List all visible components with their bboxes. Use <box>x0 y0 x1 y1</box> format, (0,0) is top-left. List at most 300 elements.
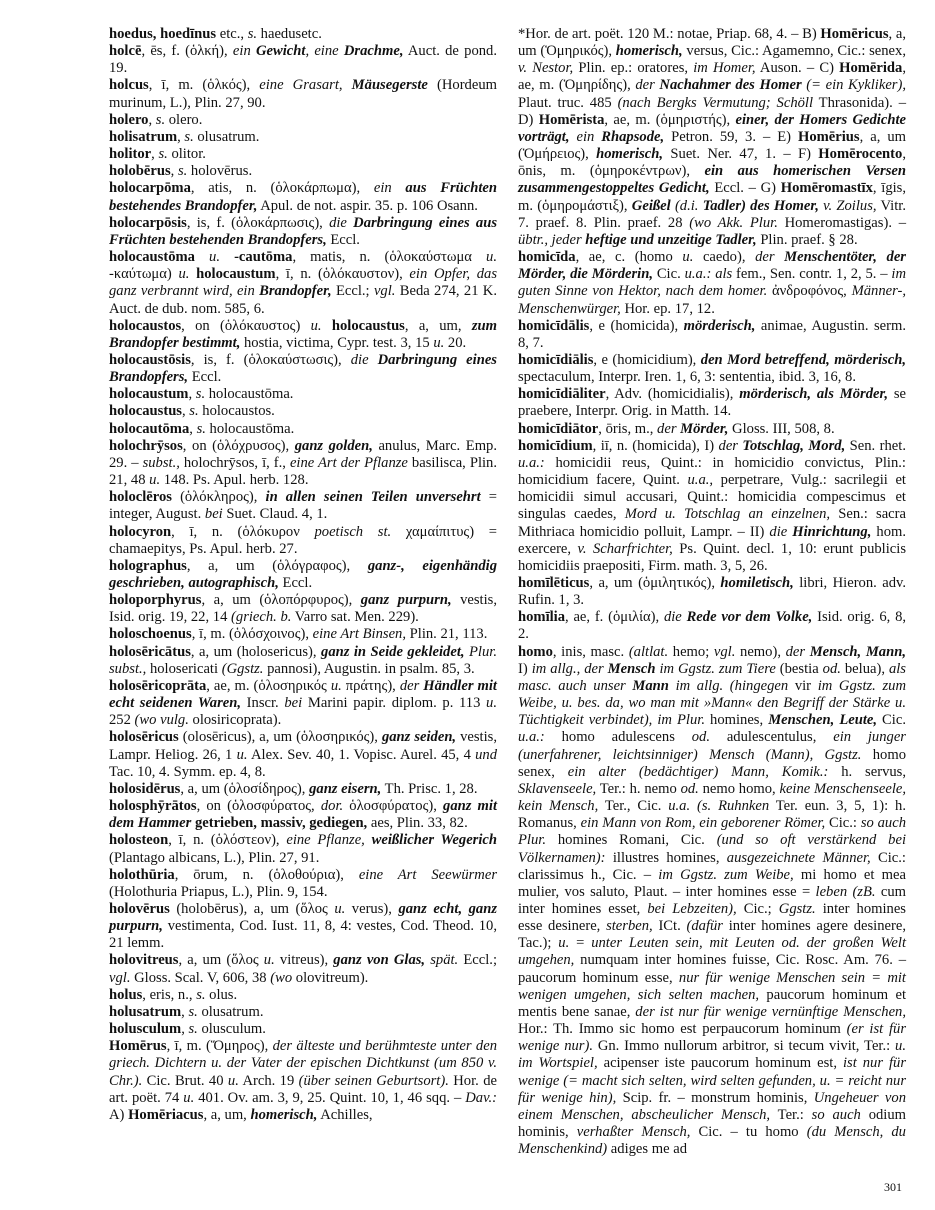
dictionary-entry <box>109 558 497 592</box>
entry-text: Hor. ep. 17, 12. <box>620 300 715 317</box>
dictionary-entry <box>109 352 497 386</box>
entry-text: I) <box>518 660 532 677</box>
entry-headword-text: mörderisch, <box>683 317 756 334</box>
entry-headword-text: weißlicher Wegerich <box>371 832 498 849</box>
entry-text: eine Art Seewürmer <box>358 866 497 883</box>
entry-text: , ōris, m., <box>598 420 658 437</box>
entry-text: Eccl. – G) <box>709 180 781 197</box>
entry-headword-text: ganz eisern, <box>309 780 382 797</box>
entry-text: , a, um (holosericus), <box>190 643 322 660</box>
dictionary-entry <box>109 249 497 318</box>
entry-text: od. <box>691 729 710 746</box>
entry-headword-text: Totschlag, Mord, <box>742 437 846 454</box>
entry-text: etc., <box>216 26 248 42</box>
entry-text <box>220 249 234 265</box>
entry-headword-text: Mensch <box>607 660 656 677</box>
entry-text: Suet. Claud. 4, 1. <box>222 506 328 523</box>
entry-text: , is, f. (ὁλοκάρπωσις), <box>186 214 330 231</box>
entry-text: fem., Sen. contr. 1, 2, 5. – <box>732 266 892 283</box>
entry-text: v. Nestor, <box>518 60 574 77</box>
entry-text: olero. <box>165 111 203 128</box>
entry-headword-text: homiletisch, <box>720 575 794 591</box>
entry-text: pannosi), Augustin. in psalm. 85, 3. <box>263 660 475 677</box>
entry-text: Eccl.; <box>458 952 497 969</box>
entry-text: ein alter (bedächtiger) Mann, Komik.: <box>567 763 829 780</box>
entry-text: verus), <box>345 900 399 917</box>
entry-headword-text: Rede vor dem Volke, <box>686 609 813 626</box>
dictionary-entry <box>518 644 906 1159</box>
entry-text: der <box>657 420 681 437</box>
entry-text: numquam inter homines fuisse, Cic. Rosc. Am. 76. – paucorum hominum esse, <box>518 952 906 986</box>
entry-text: der älteste und berühmteste unter den griech. Dichtern u. der Vater der epischen Dichtkunst (um 850 v. Chr.). <box>109 1038 497 1089</box>
entry-text: als masc. auch unser <box>518 660 906 694</box>
entry-headword-text: holographus <box>109 557 187 574</box>
entry-text: nemo homo, <box>698 780 780 797</box>
entry-text: eine Art der Pflanze <box>289 454 408 471</box>
dictionary-entry <box>109 112 497 129</box>
entry-text: vestis, Lampr. Heliog. 26, 1 <box>109 729 497 763</box>
entry-text: s. <box>155 111 166 128</box>
entry-text: die <box>329 214 354 231</box>
entry-text: , <box>181 1021 189 1038</box>
entry-text: s. <box>247 26 258 42</box>
entry-text: , ae, m. (ὁλοσηρικός <box>206 677 331 694</box>
entry-text: die <box>350 351 378 368</box>
entry-text: bei Lebzeiten), <box>647 900 737 917</box>
entry-headword-text: in allen seinen Teilen unversehrt <box>265 489 481 506</box>
entry-headword-text: hoedus, hoedīnus <box>109 26 217 42</box>
entry-headword-text: holothūria <box>109 866 175 883</box>
entry-text: keine Menschenseele, kein Mensch, <box>518 780 907 815</box>
entry-text: u. <box>227 1072 239 1089</box>
entry-text: übtr., jeder <box>518 231 586 248</box>
entry-text: Zoilus, <box>836 197 877 214</box>
entry-text: Tac. 10, 4. Symm. ep. 4, 8. <box>109 763 266 780</box>
entry-text: u. <box>558 935 570 952</box>
entry-text: , <box>182 403 190 420</box>
entry-text: Ter. eun. 3, 5, 1): h. Romanus, <box>518 798 906 832</box>
entry-text: hemo; <box>668 643 714 660</box>
entry-text: , on (ὁλόχρυσος), <box>182 437 295 454</box>
entry-headword-text: holosteon <box>109 832 169 849</box>
entry-headword-text: ganz golden, <box>294 437 373 454</box>
entry-text: s. <box>177 163 188 180</box>
entry-headword-text: Gewicht <box>255 43 306 60</box>
entry-text: poetisch st. <box>314 523 392 540</box>
entry-text: (olosēricus), a, um (ὁλοσηρικός), <box>178 729 382 746</box>
entry-text: Plur. subst., <box>109 643 497 677</box>
entry-headword-text: Mörder, <box>680 420 729 437</box>
right-column <box>518 26 906 1158</box>
entry-headword-text: Homērista <box>538 111 605 128</box>
entry-text <box>195 249 209 265</box>
dictionary-entry <box>109 421 497 438</box>
dictionary-entry <box>109 987 497 1004</box>
entry-text: holocaustōma. <box>205 420 295 437</box>
entry-headword-text: ganz in Seide gekleidet, <box>321 643 465 660</box>
entry-headword-text: holobērus <box>109 163 171 180</box>
dictionary-entry <box>518 352 906 386</box>
dictionary-entry <box>109 729 497 780</box>
entry-text: Sen.: sacra Mithriaca homicidio polluit, Lampr. – II) <box>518 506 906 540</box>
dictionary-entry <box>109 215 497 249</box>
entry-text: , ōrum, n. (ὁλοθούρια), <box>174 866 359 883</box>
entry-headword-text: holero <box>109 111 149 128</box>
entry-text: belua), <box>840 660 889 677</box>
entry-text: Thrasonida). – D) <box>518 94 907 128</box>
entry-headword-text: heftige und unzeitige Tadler, <box>585 231 757 248</box>
entry-text: 252 <box>109 712 135 729</box>
entry-text: , a, um (ὁμιλητικός), <box>589 575 721 591</box>
entry-text: hostia, victima, Cypr. test. 3, 15 <box>240 334 434 351</box>
entry-text: = <box>569 935 592 952</box>
entry-text: (er ist für wenige nur). <box>518 1021 906 1055</box>
entry-headword-text: holus <box>109 986 143 1003</box>
entry-text: Cic.: clarissimus h., Cic. – <box>518 849 906 883</box>
entry-headword-text: homicīdiālis <box>518 351 594 368</box>
entry-text: , is, f. (ὁλοκαύστωσις), <box>190 351 351 368</box>
entry-text: holochrȳsos, ī, f., <box>179 454 290 471</box>
entry-text: vgl. <box>109 969 131 986</box>
dictionary-entry <box>109 386 497 403</box>
entry-text: (wo <box>270 969 293 986</box>
entry-text: so auch <box>811 1106 861 1123</box>
entry-text: olus. <box>205 986 238 1003</box>
entry-headword-text: holoclēros <box>109 489 172 506</box>
entry-headword-text: aus Früchten bestehendes Brandopfer, <box>109 180 497 214</box>
entry-text: im allg. (hingegen <box>675 677 789 694</box>
entry-headword-text: holosēricus <box>109 729 179 746</box>
entry-text: u. <box>486 249 497 266</box>
entry-text: , eris, n., <box>142 986 197 1003</box>
entry-text: cum inter homines esset, <box>518 883 906 917</box>
entry-text: Männer-, Menschenwürger, <box>518 283 906 317</box>
entry-text: -καύτωμα) <box>109 266 179 283</box>
entry-text: ein <box>232 43 256 60</box>
entry-text: χαμαίπιτυς) = chamaepitys, Ps. Apul. herb. 27. <box>109 523 497 557</box>
entry-text: , on (ὁλόκαυστος) <box>181 317 311 334</box>
entry-text: Achilles, <box>317 1106 373 1123</box>
entry-headword-text: holochrȳsos <box>109 437 183 454</box>
entry-text: adiges me ad <box>607 1141 687 1158</box>
entry-headword-text: holosidērus <box>109 780 181 797</box>
entry-text: im Ggstz. zum Weibe, u. bes. da, wo man mit »Mann« den Begriff der Stärke u. Tüchtigkeit verbindet), im Plur. <box>518 677 906 729</box>
entry-text: anulus, Marc. Emp. 29. – <box>109 437 497 471</box>
entry-text <box>669 678 676 694</box>
entry-text: odium hominis, <box>518 1106 907 1140</box>
entry-text: die <box>663 609 687 626</box>
entry-headword-text: Hinrichtung, <box>792 523 872 540</box>
entry-headword-text: holoporphyrus <box>109 592 202 609</box>
entry-text: (nach Bergks Vermutung; Schöll <box>617 94 814 111</box>
entry-text: , Adv. (homicidialis), <box>605 386 740 403</box>
entry-text: ein Opfer, das ganz verbrannt wird, ein <box>109 266 497 300</box>
entry-headword-text: Homērius <box>797 128 860 145</box>
entry-headword-text: holocaustus <box>109 403 182 420</box>
entry-headword-text: Mann <box>632 677 669 694</box>
entry-text: Cic.; <box>736 900 779 917</box>
entry-text: Ggstz. <box>778 900 816 917</box>
entry-text: hom. exercere, <box>518 523 906 557</box>
entry-text: , <box>170 163 178 180</box>
entry-text: Plin. 21, 113. <box>406 626 488 643</box>
entry-text: v. Scharfrichter, <box>577 540 673 557</box>
entry-text: Gloss. Scal. V, 606, 38 <box>130 969 271 986</box>
entry-headword-text: homīlēticus <box>518 575 590 591</box>
dictionary-entry <box>109 592 497 626</box>
dictionary-entry <box>109 952 497 986</box>
entry-text: (Hordeum murinum, L.), Plin. 27, 90. <box>109 77 497 111</box>
dictionary-entry <box>518 575 906 609</box>
entry-text: leben (zB. <box>815 883 876 900</box>
dictionary-entry <box>109 403 497 420</box>
entry-text: (dafür <box>686 918 723 935</box>
dictionary-entry <box>109 129 497 146</box>
entry-text: homines Romani, Cic. <box>545 832 717 849</box>
entry-text: Suet. Ner. 47, 1. – F) <box>663 146 819 163</box>
entry-text: aes, Plin. 33, 82. <box>367 815 468 832</box>
dictionary-entry <box>109 1038 497 1124</box>
entry-headword-text: Menschentöter, der Mörder, die Mörderin, <box>518 249 906 283</box>
entry-text: , ōnis, m. (ὁμηροκέντρων), <box>518 146 906 180</box>
entry-text: holocaustos. <box>198 403 275 420</box>
entry-text: , īgis, m. (ὁμηρομάστιξ), <box>518 180 907 214</box>
entry-text: nemo), <box>735 643 786 660</box>
entry-text: holovērus. <box>187 163 253 180</box>
entry-text: u.a.: <box>518 454 545 471</box>
entry-text: u.a. (s. Ruhnken <box>668 798 770 815</box>
entry-text: ein <box>373 180 406 197</box>
entry-headword-text: ein aus homerischen Versen zusammengestoppeltes Gedicht, <box>518 163 906 197</box>
entry-text: (über seinen Geburtsort). <box>298 1072 449 1089</box>
entry-headword-text: Geißel <box>631 197 671 214</box>
entry-text: olosiricoprata). <box>188 712 282 729</box>
entry-headword-text: holisatrum <box>109 128 178 145</box>
entry-headword-text: homerisch, <box>596 146 664 163</box>
dictionary-entry <box>518 421 906 438</box>
entry-text <box>322 318 332 334</box>
entry-text: , ī, m. (ὁλκός), <box>148 77 260 94</box>
entry-text: , ī, n. (ὁλόστεον), <box>168 832 287 849</box>
entry-text: , ēs, f. (ὁλκή), <box>141 43 233 60</box>
dictionary-entry <box>109 781 497 798</box>
entry-headword-text: holocarpōma <box>109 180 191 197</box>
entry-text: olovitreum). <box>292 969 369 986</box>
entry-headword-text: holusatrum <box>109 1003 182 1020</box>
entry-text: Ungeheuer von einem Menschen, abscheulicher Mensch, <box>518 1089 907 1123</box>
dictionary-entry <box>109 798 497 832</box>
entry-text: od. <box>822 660 841 677</box>
entry-text: u. <box>149 472 161 489</box>
entry-text: spectaculum, Interpr. Iren. 1, 6, 3: sententia, ibid. 3, 16, 8. <box>518 369 857 386</box>
entry-text: Marini papir. diplom. p. 113 <box>302 695 487 712</box>
entry-text: , ī, n. (ὁλόκυρον <box>171 523 315 540</box>
entry-text: Cic. <box>652 266 685 283</box>
entry-headword-text: Menschen, Leute, <box>768 712 878 729</box>
entry-headword-text: Mäusegerste <box>351 77 428 94</box>
entry-text: u.a.: <box>684 266 712 283</box>
entry-text: vgl. <box>373 283 396 300</box>
entry-text: eine Art Binsen, <box>312 626 406 643</box>
entry-text: (holobērus), a, um (ὅλος <box>169 900 335 917</box>
entry-text: der <box>785 643 810 660</box>
entry-text: , ae, f. (ὁμιλία), <box>565 609 664 626</box>
entry-headword-text: homicīdium <box>518 437 593 454</box>
entry-text: der <box>635 77 660 94</box>
entry-text: inter homines esse desinere, <box>518 900 906 935</box>
entry-text: olusatrum. <box>193 128 260 145</box>
entry-headword-text: holocautōma <box>109 420 190 437</box>
entry-text: nur für wenige Menschen sein = mit wenigen umgehen, sich selten machen, <box>518 969 906 1003</box>
dictionary-entry <box>109 146 497 163</box>
entry-text: als <box>715 266 733 283</box>
entry-text: basilisca, Plin. 21, 48 <box>109 454 497 489</box>
entry-headword-text: holosphȳrātos <box>109 798 197 815</box>
entry-text: vestimenta, Cod. Iust. 11, 8, 4: vestes, Cod. Theod. 10, 21 lemm. <box>109 918 497 952</box>
entry-text: (altlat. <box>628 643 669 660</box>
dictionary-entry <box>109 318 497 352</box>
entry-text: , e (homicida), <box>589 317 684 334</box>
entry-text: 20. <box>444 334 467 351</box>
entry-headword-text: holocaustus <box>331 317 405 334</box>
entry-text: Inscr. <box>241 695 285 712</box>
entry-text: , atis, n. (ὁλοκάρπωμα), <box>190 180 374 197</box>
entry-text: Auson. – C) <box>755 60 840 77</box>
entry-headword-text: holitor <box>109 146 152 163</box>
entry-text: eine Pflanze, <box>286 832 372 849</box>
entry-text: Sklavenseele, <box>518 780 597 797</box>
entry-text: ein Mann von Rom, ein geborener Römer, <box>580 815 826 832</box>
entry-text: die <box>769 523 793 540</box>
entry-text: se praebere, Interpr. Orig. in Matth. 14. <box>518 386 906 420</box>
dictionary-entry <box>109 626 497 643</box>
entry-headword-text: holocyron <box>109 523 172 540</box>
entry-text: Cic.: <box>825 815 861 832</box>
entry-text: u. <box>209 249 220 266</box>
entry-text: Ps. Quint. decl. 1, 10: erunt publicis homicidiis praepositi, Firm. math. 3, 5, 26. <box>518 540 907 574</box>
entry-text: , <box>177 128 185 145</box>
entry-text: homicidii reus, Quint.: in homicidio convictus, Plin.: homicidium facere, Quint. <box>518 454 906 489</box>
dictionary-entry <box>109 180 497 214</box>
entry-text: Vitr. 7. praef. 8. Plin. praef. 28 <box>518 197 906 231</box>
entry-headword-text: homo <box>518 643 553 660</box>
entry-text: Petron. 59, 3. – E) <box>664 128 798 145</box>
dictionary-entry <box>109 832 497 866</box>
entry-text: sterben, <box>606 918 653 935</box>
entry-text: Cic. – tu homo <box>690 1124 807 1140</box>
entry-text: u. <box>183 1089 195 1106</box>
entry-text: A) <box>109 1106 129 1123</box>
entry-headword-text: ganz-, eigenhändig geschrieben, autographisch, <box>109 557 497 591</box>
entry-headword-text: ganz von Glas, <box>333 952 426 969</box>
entry-text: olusculum. <box>197 1021 266 1038</box>
entry-headword-text: holcē <box>109 43 142 60</box>
dictionary-entry <box>109 489 497 523</box>
entry-text: Alex. Sev. 40, 1. Vopisc. Aurel. 45, 4 <box>247 746 476 763</box>
entry-text: vgl. <box>713 643 736 660</box>
entry-text: olitor. <box>167 146 206 163</box>
entry-text: im Ggstz. zum Tiere <box>659 660 776 677</box>
entry-text: Eccl. <box>188 369 222 386</box>
entry-headword-text: homicīdālis <box>518 317 590 334</box>
entry-headword-text: holocarpōsis <box>109 214 187 231</box>
entry-text: haedusetc. <box>257 26 322 42</box>
entry-text: acipenser iste paucorum hominum est, <box>597 1055 843 1072</box>
entry-headword-text: des Homer, <box>750 197 819 214</box>
entry-text: u. <box>486 695 497 712</box>
entry-text: ausgezeichnete Männer, <box>726 849 871 866</box>
entry-headword-text: holcus <box>109 77 149 94</box>
entry-text: Auct. de pond. 19. <box>109 43 497 77</box>
entry-text: holosericati <box>146 660 222 677</box>
entry-text: , ī, m. (Ὅμηρος), <box>166 1038 273 1055</box>
entry-headword-text: Homēricus <box>820 26 889 42</box>
entry-text: Gn. Immo nullorum arbitror, si tecum vivit, Ter.: <box>592 1038 896 1055</box>
entry-text: im guten Sinne von Hektor, nach dem homer. <box>518 266 906 300</box>
entry-text: Ter.: <box>770 1106 812 1123</box>
entry-text: , a, um (ὁλοσίδηρος), <box>180 780 310 797</box>
entry-text: holocaustōma. <box>205 386 294 403</box>
entry-headword-text: holosēricātus <box>109 643 191 660</box>
entry-text: od. <box>680 780 699 797</box>
entry-text: im Ggstz. zum Weibe, <box>658 866 794 883</box>
entry-text: Plin. ep.: oratores, <box>573 60 694 77</box>
dictionary-entry <box>518 386 906 420</box>
entry-text: vitreus), <box>274 952 334 969</box>
entry-text: Apul. de not. aspir. 35. p. 106 Osann. <box>257 197 478 214</box>
entry-text: u.a.: <box>518 729 545 746</box>
entry-text: vir <box>788 677 818 694</box>
entry-text: animae, Augustin. serm. 8, 7. <box>518 317 907 351</box>
entry-text: Th. Prisc. 1, 28. <box>381 780 478 797</box>
entry-text: s. <box>196 986 206 1003</box>
entry-text: Cic. <box>877 712 906 729</box>
entry-text: olusatrum. <box>197 1003 264 1020</box>
dictionary-entry <box>109 163 497 180</box>
entry-text: Hor.: Th. Immo sic homo est perpaucorum hominum <box>518 1021 847 1038</box>
entry-text: s. <box>184 128 194 145</box>
entry-text: Plin. praef. § 28. <box>756 231 858 248</box>
entry-text: u. <box>178 266 190 283</box>
entry-text: Sen. rhet. <box>845 437 906 454</box>
entry-text: ist nur für wenige (= macht sich selten, wird selten gefunden, u. = reicht nur für wenige hin), <box>518 1055 906 1106</box>
entry-text: verhaßter Mensch, <box>576 1124 691 1140</box>
dictionary-entry <box>109 901 497 952</box>
dictionary-entry <box>109 77 497 111</box>
entry-headword-text: homerisch, <box>615 43 683 60</box>
dictionary-entry <box>109 1004 497 1021</box>
page-number: 301 <box>884 1180 902 1194</box>
dictionary-entry <box>109 438 497 489</box>
entry-text: πράτης), <box>341 677 400 694</box>
entry-headword-text: getrieben, massiv, gediegen, <box>194 815 368 832</box>
entry-text: , eine <box>305 43 344 60</box>
entry-text: s. <box>189 403 199 420</box>
dictionary-entry <box>518 609 906 643</box>
entry-text: , matis, n. (ὁλοκαύστωμα <box>292 249 487 266</box>
entry-text: im Homer, <box>693 60 756 77</box>
dictionary-entry <box>109 43 497 77</box>
entry-text: homo senex, <box>518 746 906 780</box>
entry-text: , <box>188 386 196 403</box>
entry-text: im allg., der <box>531 660 608 677</box>
entry-text: ὁλοσφύρατος), <box>343 798 444 815</box>
entry-text: unter Leuten sein, mit Leuten od. der großen Welt umgehen, <box>518 935 907 969</box>
entry-text: u. <box>334 900 346 917</box>
entry-headword-text: ganz seiden, <box>381 729 457 746</box>
entry-text: subst., <box>142 454 180 471</box>
entry-text: der <box>399 677 424 694</box>
